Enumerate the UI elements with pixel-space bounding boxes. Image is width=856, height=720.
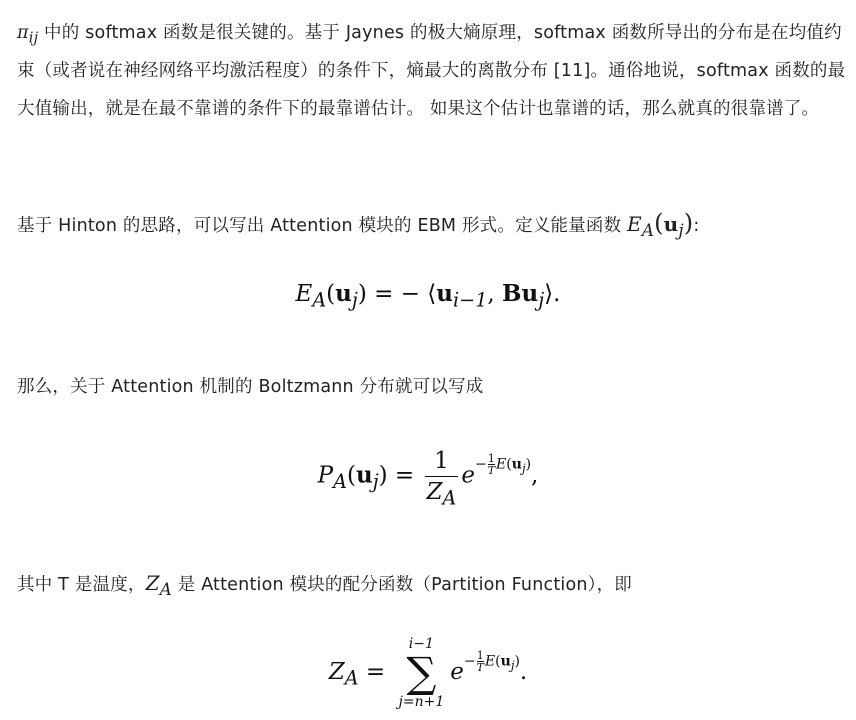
energy-function-inline: $E_A(u_j)$ <box>627 209 694 240</box>
paragraph2-text: 基于 Hinton 的思路，可以写出 Attention 模块的 EBM 形式。定义能量函数 <box>17 216 628 236</box>
summation-operator: i−1 ∑ j=n+1 <box>398 636 445 710</box>
paragraph3-text: 那么，关于 Attention 机制的 Boltzmann 分布就可以写成 <box>17 377 484 397</box>
exponent: − $\frac{1}{T}$ $E(u_j)$ <box>474 452 532 477</box>
paragraph-softmax-entropy <box>17 14 847 128</box>
partition-symbol-inline: $Z_A$ <box>145 571 172 599</box>
paragraph1-text: 中的 softmax 函数是很关键的。基于 Jaynes 的极大熵原理，softmax 函数所导出的分布是在均值约束（或者说在神经网络平均激活程度）的条件下，熵最大的离散分布 [11]。通俗地说，softmax 函数的最大值输出，就是在最不靠谱的条件下的最靠谱估计。 如果这个估计也靠谱的话，那么就真的很靠谱了。 <box>17 23 846 119</box>
boltzmann-equation: $P_A(u_j)$ = $\frac{1}{Z_A}$ e− $\frac{1}{T}$ $E(u_j)$, <box>317 448 539 510</box>
paragraph-boltzmann-intro <box>17 368 847 406</box>
paragraph-partition-function: 其中 T 是温度，$Z_A$ 是 Attention 模块的配分函数（Partition Function），即 <box>17 571 633 599</box>
energy-equation: $E_A(u_j)$ = − $⟨u_{i-1}$, $Bu_j⟩$. <box>295 280 561 312</box>
partition-equation: $Z_A$ = i−1 ∑ j=n+1 e− $\frac{1}{T}$ $E(u_j)$. <box>328 636 528 710</box>
exponent: − $\frac{1}{T}$ $E(u_j)$ <box>463 648 520 674</box>
pi-symbol: $\pi_{ij}$ <box>17 23 39 47</box>
fraction-one-over-z: $\frac{1}{Z_A}$ <box>426 448 457 510</box>
paragraph-ebm-definition: 基于 Hinton 的思路，可以写出 Attention 模块的 EBM 形式。定义能量函数 $E_A(u_j)$: <box>17 209 700 240</box>
